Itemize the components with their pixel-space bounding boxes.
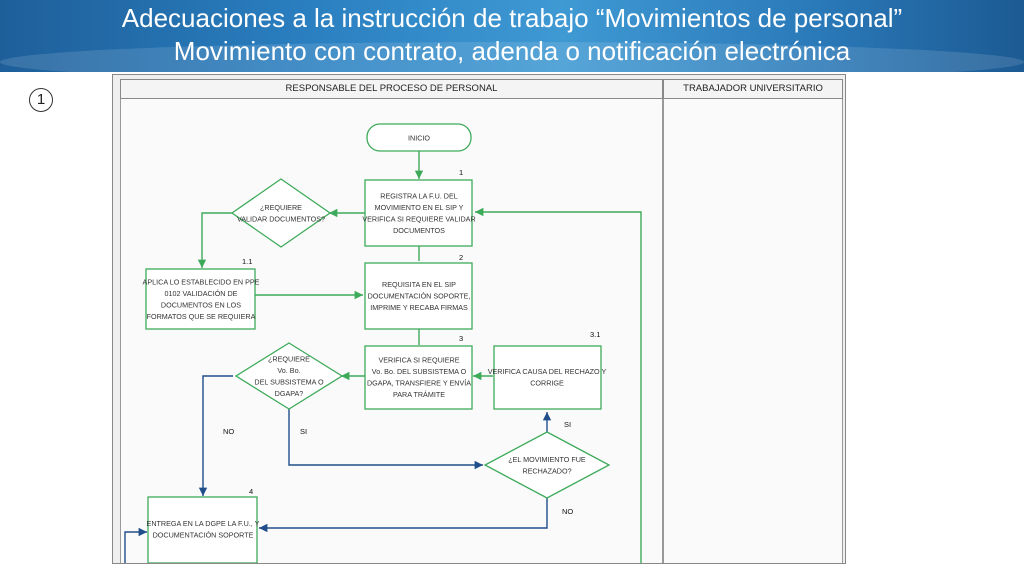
slide-title-line-2: Movimiento con contrato, adenda o notificación electrónica [173, 36, 851, 66]
node-label-line: DOCUMENTACIÓN SOPORTE, [367, 291, 471, 301]
node-label-line: PARA TRÁMITE [392, 389, 446, 399]
node-label-line: ¿EL MOVIMIENTO FUE [508, 454, 586, 464]
node-label-line: DGAPA, TRANSFIERE Y ENVÍA [366, 378, 472, 388]
decision-vobo-shape [236, 343, 342, 409]
step-number-2: 2 [459, 253, 464, 262]
node-label-line: RECHAZADO? [522, 466, 572, 476]
node-label-n2 [368, 280, 471, 312]
node-label-line: DOCUMENTACIÓN SOPORTE [152, 530, 254, 540]
edge-vobo-no [203, 376, 233, 496]
node-label-line: ¿REQUIERE [268, 354, 310, 364]
node-label-line: ¿REQUIERE [260, 202, 302, 212]
lane-header-trabajador: TRABAJADOR UNIVERSITARIO [663, 79, 843, 99]
flowchart-diagram [112, 74, 846, 564]
node-label-line: Vo. Bo. DEL SUBSISTEMA O [371, 366, 467, 376]
step-number-4: 4 [249, 487, 254, 496]
node-label-line: VERIFICA SI REQUIERE VALIDAR [362, 214, 476, 224]
node-label-inicio [408, 134, 430, 143]
node-label-line: VALIDAR DOCUMENTOS? [237, 214, 325, 224]
flowchart-canvas [113, 75, 845, 563]
node-label-line: 0102 VALIDACIÓN DE [164, 288, 238, 298]
step-number-1-1: 1.1 [242, 257, 253, 266]
node-label-line: Vo. Bo. [277, 365, 301, 375]
edge-label-rechazo-no: NO [562, 507, 574, 516]
step-number-1: 1 [459, 168, 464, 177]
node-label-line: MOVIMIENTO EN EL SIP Y [374, 202, 464, 212]
edge-vobo-si [289, 409, 483, 465]
node-label-line: ENTREGA EN LA DGPE LA F.U., Y [146, 518, 260, 528]
node-1-shape [365, 180, 472, 246]
edge-label-rechazo-si: SI [564, 420, 572, 429]
decision-rechazo-shape [485, 432, 609, 498]
edge-rechazo-no [259, 498, 547, 528]
step-number-3-1: 3.1 [590, 330, 601, 339]
slide-title-line-1: Adecuaciones a la instrucción de trabajo “Movimientos de personal” [121, 3, 903, 33]
decision-validar-shape [232, 179, 330, 247]
node-label-line: IMPRIME Y RECABA FIRMAS [370, 303, 468, 312]
node-label-line: INICIO [408, 133, 430, 143]
node-label-line: VERIFICA CAUSA DEL RECHAZO Y [487, 366, 607, 376]
node-label-line: DGAPA? [274, 388, 304, 398]
slide-header [0, 0, 1024, 72]
edge-loop-left [125, 532, 147, 563]
node-label-line: APLICA LO ESTABLECIDO EN PPE [142, 277, 260, 287]
node-label-line: REGISTRA LA F.U. DEL [380, 191, 458, 201]
edge-label-vobo-no: NO [223, 427, 235, 436]
edge-validar-to-1-1 [202, 213, 232, 268]
node-label-line: CORRIGE [530, 378, 564, 388]
node-shapes [146, 124, 609, 563]
step-number-3: 3 [459, 334, 464, 343]
node-label-line: REQUISITA EN EL SIP [382, 280, 456, 289]
step-marker-badge: 1 [29, 88, 53, 112]
node-label-line: FORMATOS QUE SE REQUIERA [146, 311, 256, 321]
lane-header-personal: RESPONSABLE DEL PROCESO DE PERSONAL [120, 79, 663, 99]
node-label-line: DOCUMENTOS EN LOS [160, 300, 242, 310]
edge-label-vobo-si: SI [300, 427, 308, 436]
node-label-line: VERIFICA SI REQUIERE [378, 355, 460, 365]
node-label-line: DEL SUBSISTEMA O [254, 377, 324, 387]
node-label-line: DOCUMENTOS [393, 225, 445, 235]
